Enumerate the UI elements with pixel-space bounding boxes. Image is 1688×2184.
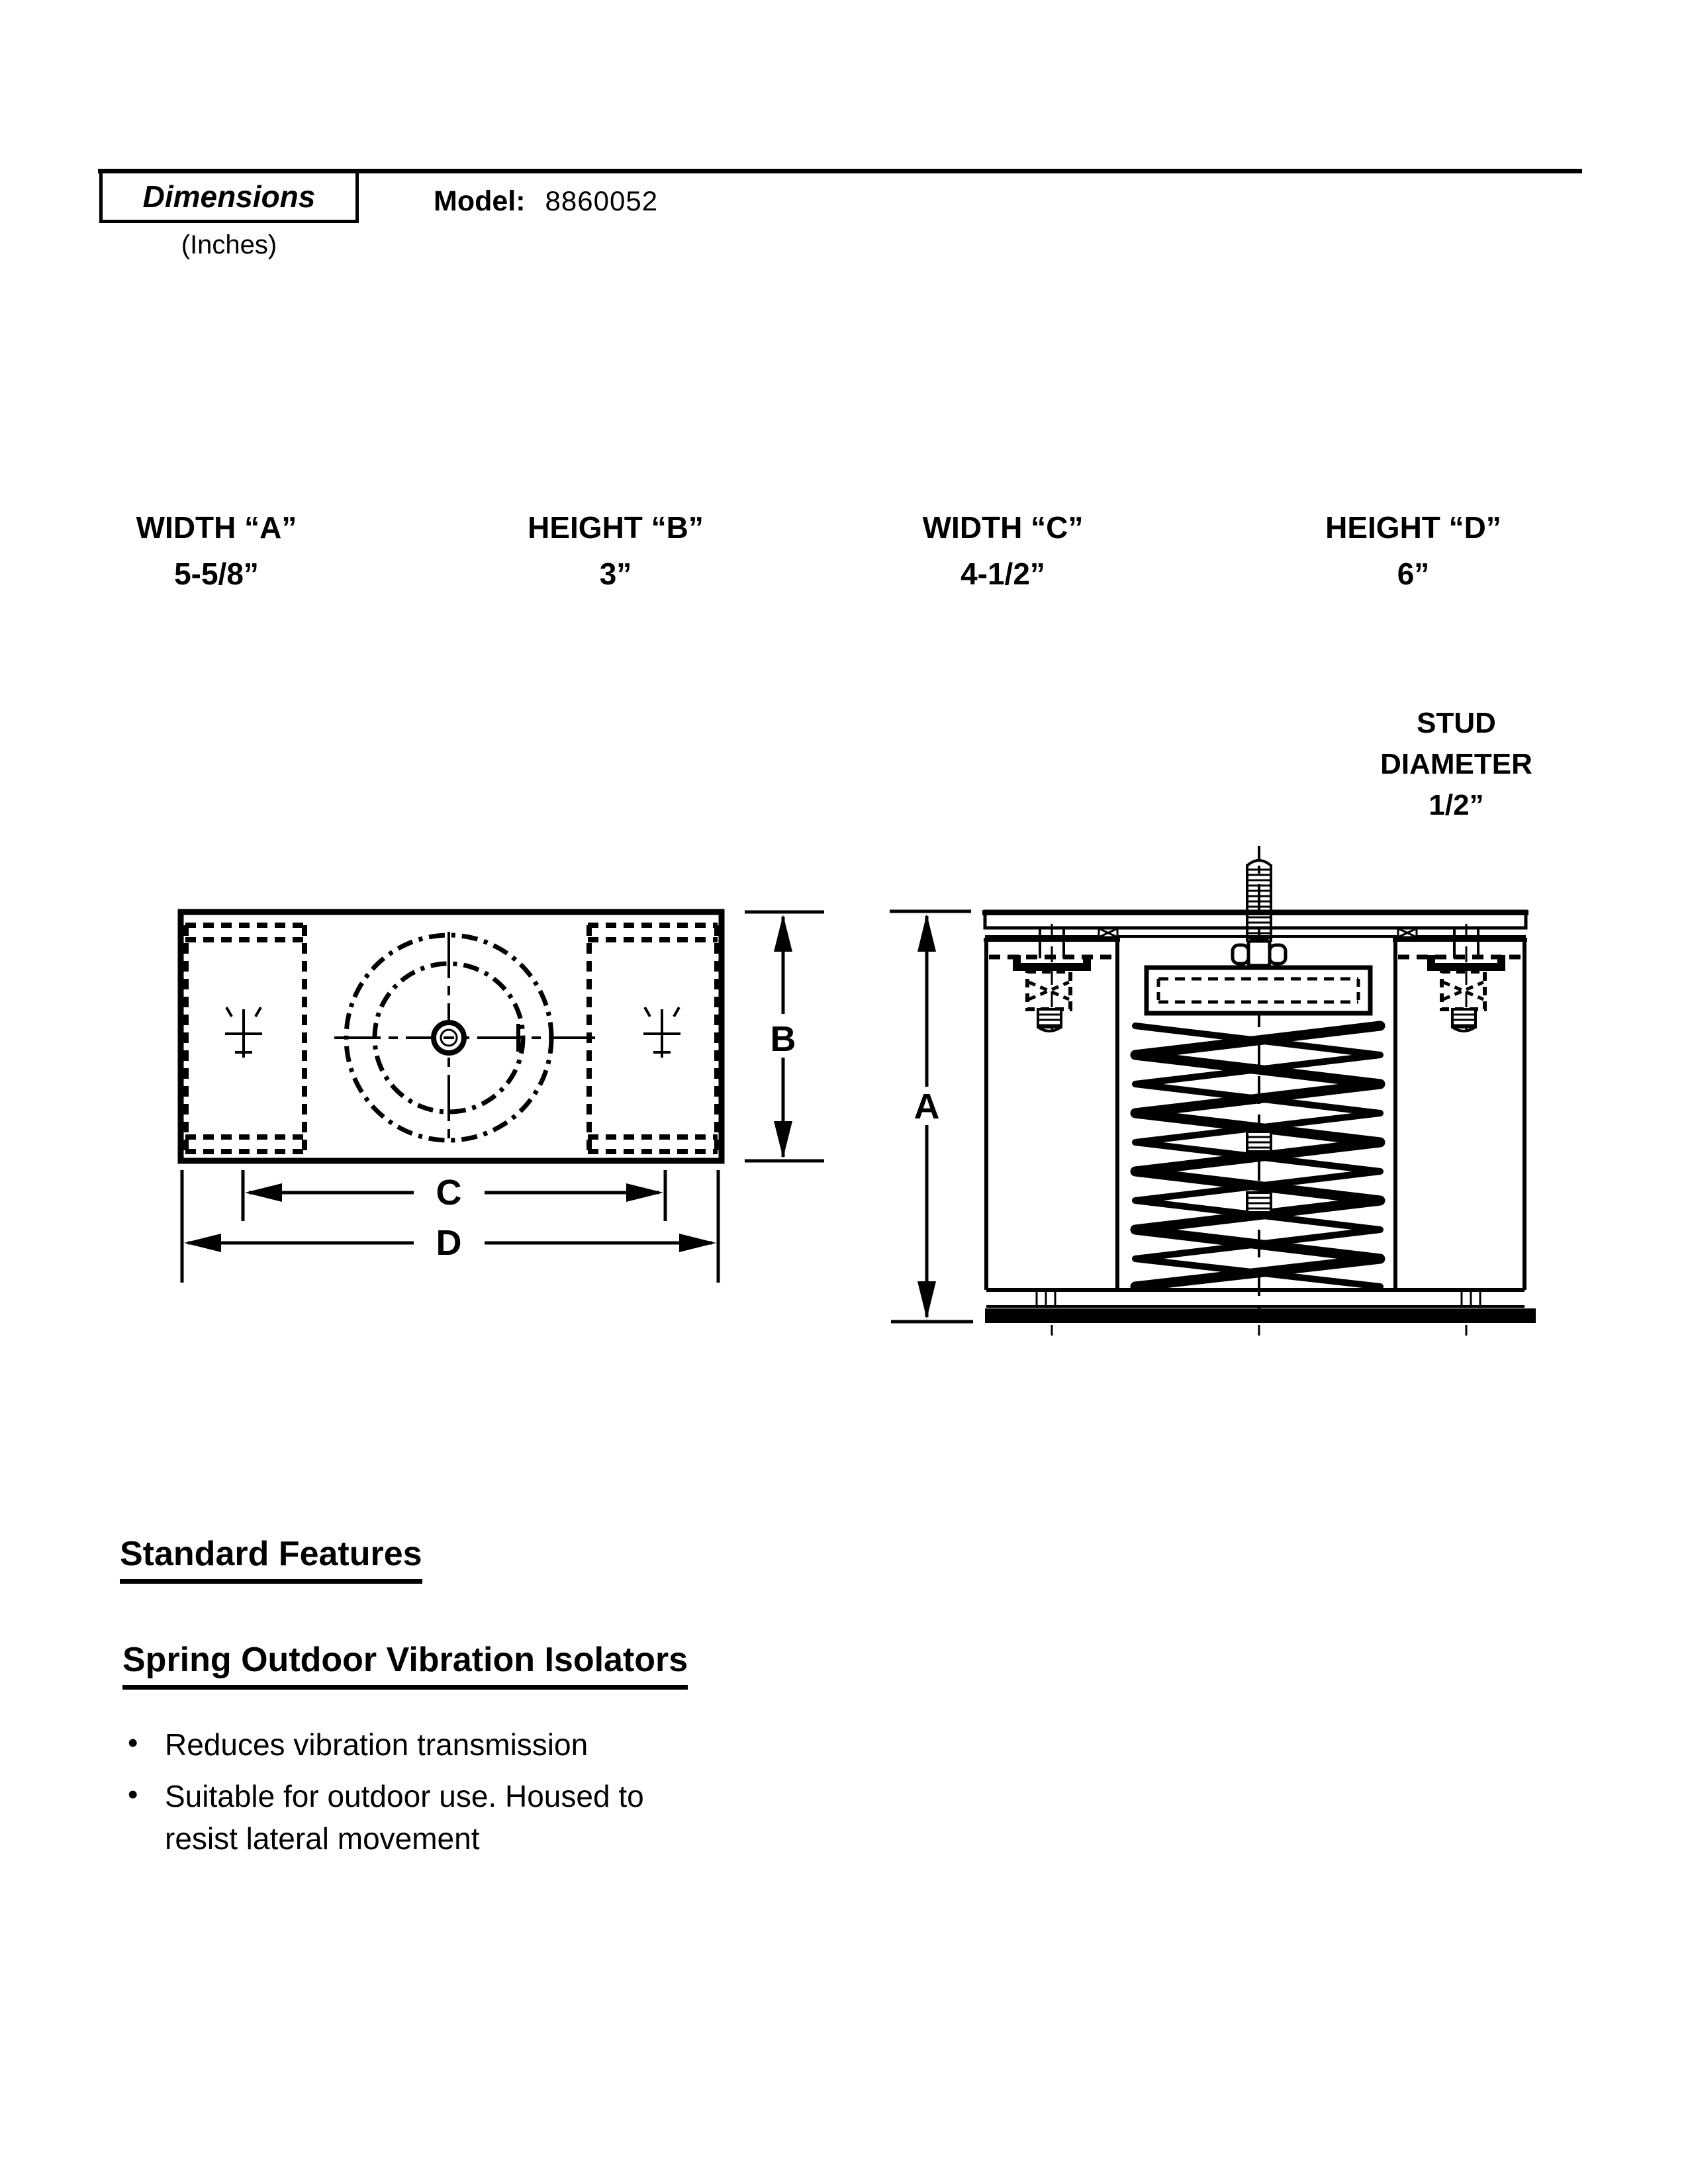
top-view-drawing xyxy=(132,887,894,1310)
dimension-col-width-a xyxy=(71,504,362,597)
model-value: 8860052 xyxy=(545,185,659,216)
dimensions-box xyxy=(99,170,359,223)
weld-mark-right xyxy=(1398,929,1417,937)
feature-bullet: • Suitable for outdoor use. Housed to resist lateral movement xyxy=(128,1775,690,1860)
center-hole xyxy=(434,1023,464,1053)
dimension-col-width-c xyxy=(857,504,1149,597)
datum-target-right xyxy=(643,1007,680,1058)
dim-a-label: WIDTH “A” xyxy=(136,510,297,545)
dim-b-value: 3” xyxy=(599,557,632,591)
units-label: (Inches) xyxy=(181,230,277,259)
dim-b-label: HEIGHT “B” xyxy=(528,510,704,545)
features-subheading: Spring Outdoor Vibration Isolators xyxy=(122,1640,688,1690)
stud-nut xyxy=(1233,941,1286,966)
dimensions-box-label: Dimensions xyxy=(142,179,316,214)
dimension-a-label: A xyxy=(914,1087,940,1126)
coil-spring xyxy=(1135,1026,1380,1287)
dim-d-label: HEIGHT “D” xyxy=(1325,510,1501,545)
dimension-c-label: C xyxy=(436,1173,462,1212)
stud-diameter-note xyxy=(1324,703,1589,826)
anchor-slot-right xyxy=(588,925,718,1152)
feature-bullet: • Reduces vibration transmission xyxy=(128,1723,690,1766)
weld-mark-left xyxy=(1099,929,1117,937)
datum-target-left xyxy=(225,1007,262,1058)
dim-a-value: 5-5/8” xyxy=(174,557,259,591)
base-plate xyxy=(985,1290,1536,1341)
stud-note-line3: 1/2” xyxy=(1429,789,1484,821)
dim-c-label: WIDTH “C” xyxy=(922,510,1084,545)
features-heading: Standard Features xyxy=(120,1534,422,1584)
dim-c-value: 4-1/2” xyxy=(961,557,1045,591)
stud-note-line2: DIAMETER xyxy=(1380,748,1532,780)
model-label: Model: xyxy=(434,185,526,217)
dimension-b-label: B xyxy=(770,1019,796,1059)
dimension-col-height-b xyxy=(470,504,761,597)
dimension-col-height-d xyxy=(1268,504,1559,597)
side-view-drawing xyxy=(847,827,1589,1363)
stud-note-line1: STUD xyxy=(1417,707,1496,739)
features-bullet-list xyxy=(128,1723,690,1869)
spring-cap xyxy=(1147,968,1370,1013)
anchor-slot-left xyxy=(185,925,306,1152)
model-row xyxy=(434,185,658,218)
dimension-d-label: D xyxy=(436,1223,462,1263)
dim-d-value: 6” xyxy=(1397,557,1430,591)
